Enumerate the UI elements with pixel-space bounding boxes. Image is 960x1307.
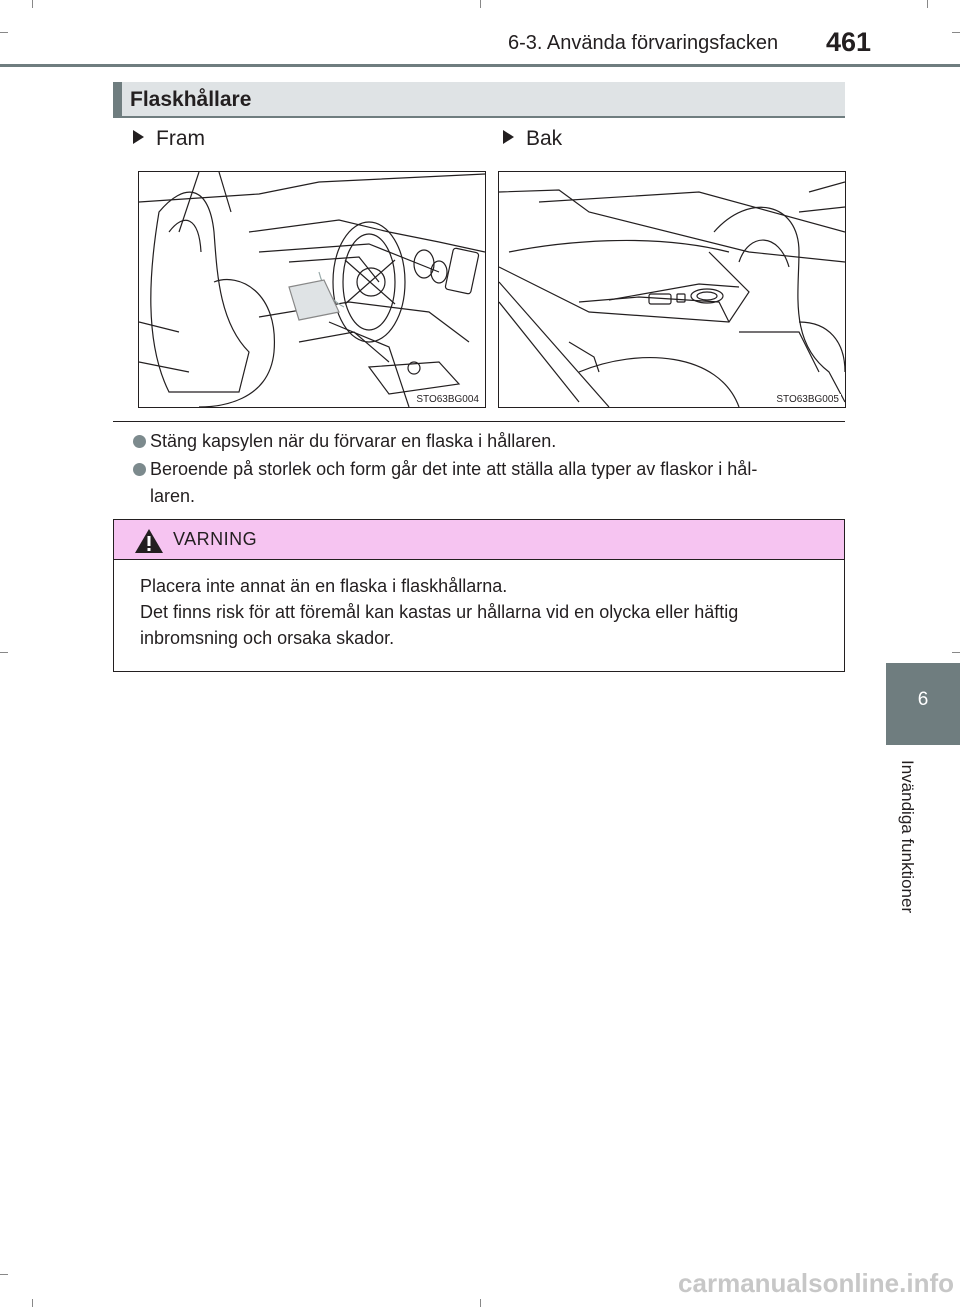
warning-body xyxy=(140,573,840,651)
section-heading-bar xyxy=(113,82,845,116)
warning-line: Placera inte annat än en flaska i flaskhållarna. xyxy=(140,576,508,596)
rear-interior-drawing xyxy=(499,172,845,407)
bullet-item xyxy=(133,428,853,455)
header-section-title: 6-3. Använda förvaringsfacken xyxy=(508,32,779,54)
figure-code: STO63BG004 xyxy=(416,394,479,405)
warning-line: Det finns risk för att föremål kan kastas ur hållarna vid en olycka eller häftig xyxy=(140,602,739,622)
figure-label-front xyxy=(133,127,205,151)
crop-mark xyxy=(927,0,928,8)
warning-box xyxy=(113,519,845,672)
figure-label-text: Bak xyxy=(526,127,563,150)
watermark: carmanualsonline.info xyxy=(678,1268,954,1298)
bullet-text: Stäng kapsylen när du förvarar en flaska i hållaren. xyxy=(150,431,557,451)
page-number: 461 xyxy=(826,27,872,57)
chapter-label: Invändiga funktioner xyxy=(898,760,917,914)
section-title: Flaskhållare xyxy=(130,88,252,111)
figure-label-text: Fram xyxy=(156,127,205,150)
bullet-item xyxy=(133,456,853,510)
front-cup-holder-illustration xyxy=(138,171,486,408)
triangle-bullet-icon xyxy=(503,130,514,144)
section-heading-accent xyxy=(113,82,122,116)
warning-header xyxy=(114,520,844,560)
crop-mark xyxy=(952,32,960,33)
crop-mark xyxy=(480,0,481,8)
crop-mark xyxy=(32,1299,33,1307)
triangle-bullet-icon xyxy=(133,130,144,144)
figure-label-rear xyxy=(503,127,562,151)
warning-triangle-icon xyxy=(134,528,164,554)
chapter-tab xyxy=(886,663,960,745)
crop-mark xyxy=(0,32,8,33)
crop-mark xyxy=(0,1274,8,1275)
warning-line: inbromsning och orsaka skador. xyxy=(140,628,395,648)
crop-mark xyxy=(480,1299,481,1307)
section-heading-rule xyxy=(113,116,845,118)
bullet-dot-icon xyxy=(133,463,146,476)
bullet-text-line: laren. xyxy=(150,486,196,506)
crop-mark xyxy=(32,0,33,8)
front-interior-drawing xyxy=(139,172,485,407)
crop-mark xyxy=(0,652,8,653)
rear-cup-holder-illustration xyxy=(498,171,846,408)
figure-code: STO63BG005 xyxy=(776,394,839,405)
chapter-number: 6 xyxy=(917,689,929,710)
bullet-text-line: Beroende på storlek och form går det inte att ställa alla typer av flaskor i hål- xyxy=(150,459,758,479)
bullet-dot-icon xyxy=(133,435,146,448)
figure-bottom-rule xyxy=(113,421,845,422)
header-rule xyxy=(0,64,960,67)
crop-mark xyxy=(952,652,960,653)
warning-title: VARNING xyxy=(173,529,258,549)
